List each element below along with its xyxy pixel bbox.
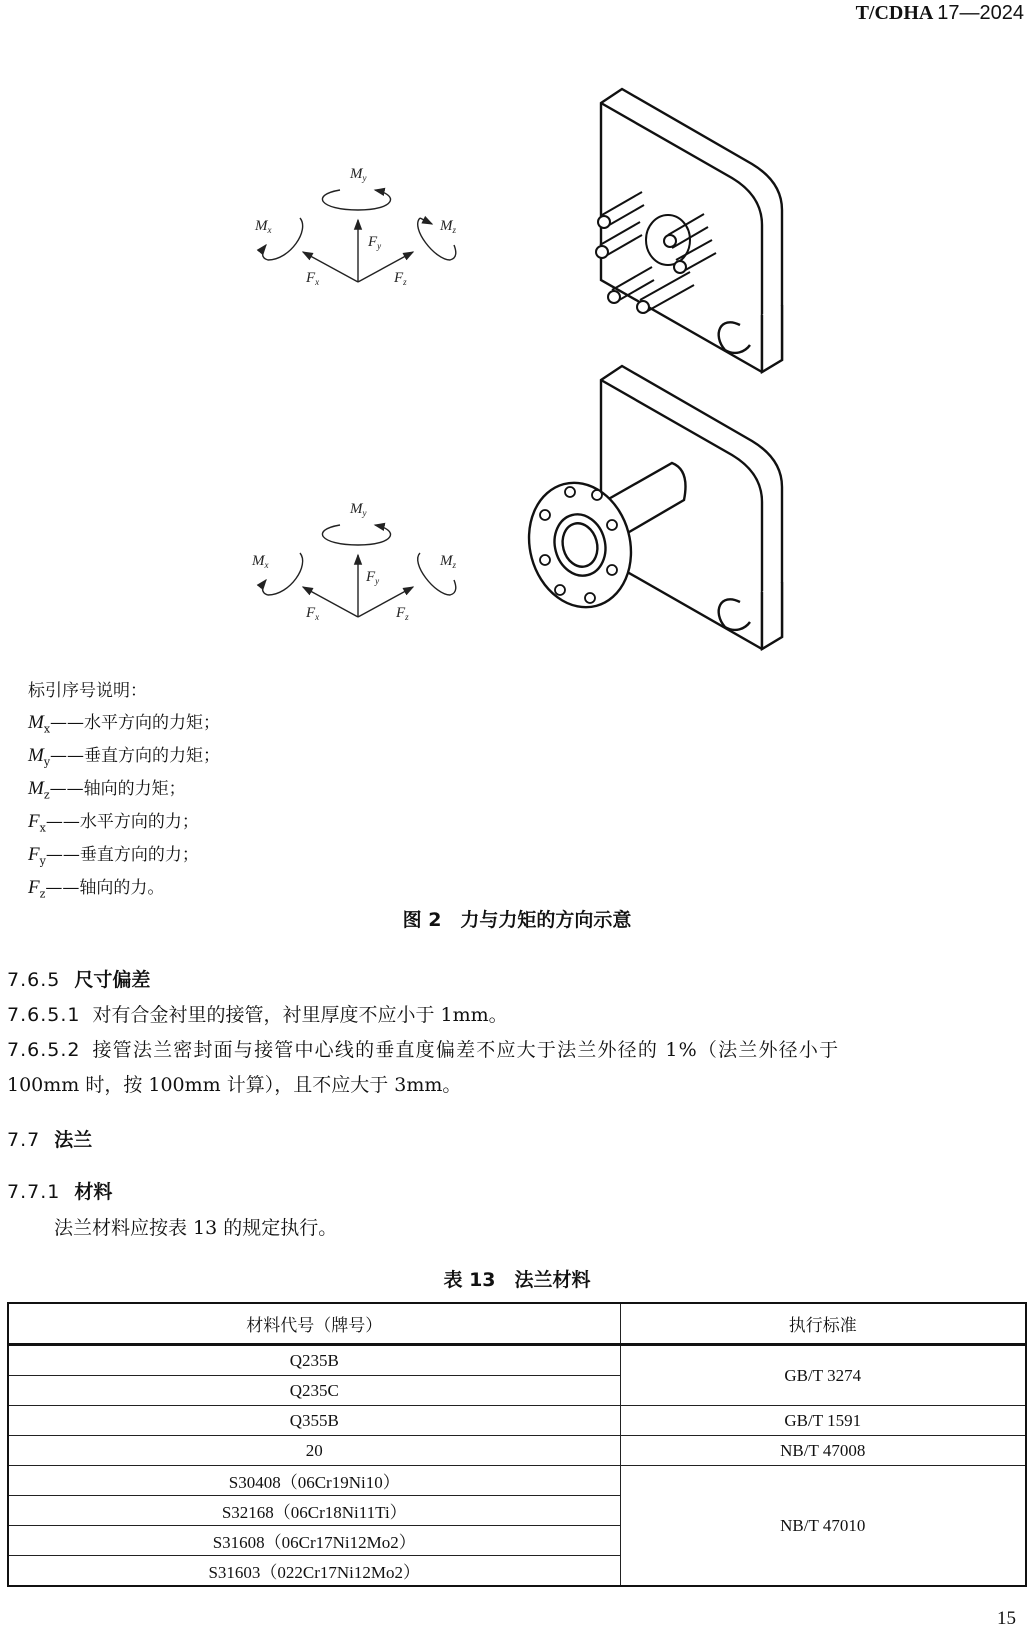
material-cell: S30408（06Cr19Ni10） [8, 1466, 620, 1496]
standard-cell: GB/T 3274 [620, 1345, 1026, 1406]
flange-material-table [7, 1302, 1027, 1587]
table-header-row [8, 1303, 1026, 1345]
material-cell: Q355B [8, 1406, 620, 1436]
legend-title: 标引序号说明： [28, 681, 147, 701]
legend-item: $M_z——$轴向的力矩； [28, 778, 186, 802]
axis-diagram-bottom [251, 501, 457, 622]
label-my: $M_y$ [350, 166, 367, 183]
section-heading-7-7-1: 7.7.1 材料 [7, 1181, 113, 1203]
figure-caption: 图 2 力与力矩的方向示意 [402, 909, 632, 931]
document-header [856, 2, 1024, 25]
label-mx: $M_x$ [255, 218, 272, 235]
material-cell: S32168（06Cr18Ni11Ti） [8, 1496, 620, 1526]
clause-7-6-5-1: 7.6.5.1 对有合金衬里的接管，衬里厚度不应小于 1mm。 [7, 1004, 508, 1026]
standard-cell: GB/T 1591 [620, 1406, 1026, 1436]
material-cell: Q235C [8, 1376, 620, 1406]
material-cell: S31608（06Cr17Ni12Mo2） [8, 1526, 620, 1556]
standard-cell: NB/T 47008 [620, 1436, 1026, 1466]
material-cell: 20 [8, 1436, 620, 1466]
clause-7-6-5-2: 7.6.5.2 接管法兰密封面与接管中心线的垂直度偏差不应大于法兰外径的 1%（法兰外径小于 [7, 1039, 840, 1061]
table-row [8, 1345, 1026, 1376]
standard-cell: NB/T 47010 [620, 1466, 1026, 1587]
svg-text:Fx: $F_x$ [306, 605, 320, 622]
svg-text:Mx: $M_x$ [252, 553, 269, 570]
label-fy: $F_y$ [368, 234, 382, 251]
label-mz: $M_z$ [440, 218, 457, 235]
axis-diagram-top [263, 190, 456, 282]
force-moment-figure [0, 60, 1034, 680]
table-row [8, 1436, 1026, 1466]
column-header: 材料代号（牌号） [8, 1303, 620, 1345]
section-heading-7-6-5: 7.6.5 尺寸偏差 [7, 969, 151, 991]
svg-text:My: $M_y$ [350, 501, 367, 518]
column-header: 执行标准 [620, 1303, 1026, 1345]
table-row [8, 1466, 1026, 1496]
standard-code: T/CDHA [855, 2, 933, 24]
table-row [8, 1406, 1026, 1436]
label-fz: $F_z$ [394, 270, 407, 287]
clause-7-6-5-2-continued: 100mm 时，按 100mm 计算），且不应大于 3mm。 [7, 1074, 462, 1096]
svg-text:Fz: $F_z$ [396, 605, 409, 622]
legend-item: $F_y——$垂直方向的力； [28, 844, 199, 868]
legend-item: $F_x——$水平方向的力； [28, 811, 199, 835]
legend-item: $M_y——$垂直方向的力矩； [28, 745, 221, 769]
table-title: 表 13 法兰材料 [443, 1269, 591, 1291]
clause-7-7-1-text: 法兰材料应按表 13 的规定执行。 [54, 1217, 338, 1239]
page-number: 15 [997, 1608, 1016, 1629]
svg-text:Fy: $F_y$ [366, 569, 380, 586]
label-fx: $F_x$ [306, 270, 320, 287]
nozzle-panel-flange [515, 366, 782, 649]
legend-item: $M_x——$水平方向的力矩； [28, 712, 221, 736]
section-heading-7-7: 7.7 法兰 [7, 1129, 93, 1151]
standard-number: 17—2024 [937, 2, 1024, 24]
material-cell: Q235B [8, 1345, 620, 1376]
svg-text:Mz: $M_z$ [440, 553, 457, 570]
nozzle-panel-pipes [596, 89, 782, 372]
legend-item: $F_z——$轴向的力。 [28, 877, 165, 901]
material-cell: S31603（022Cr17Ni12Mo2） [8, 1556, 620, 1587]
